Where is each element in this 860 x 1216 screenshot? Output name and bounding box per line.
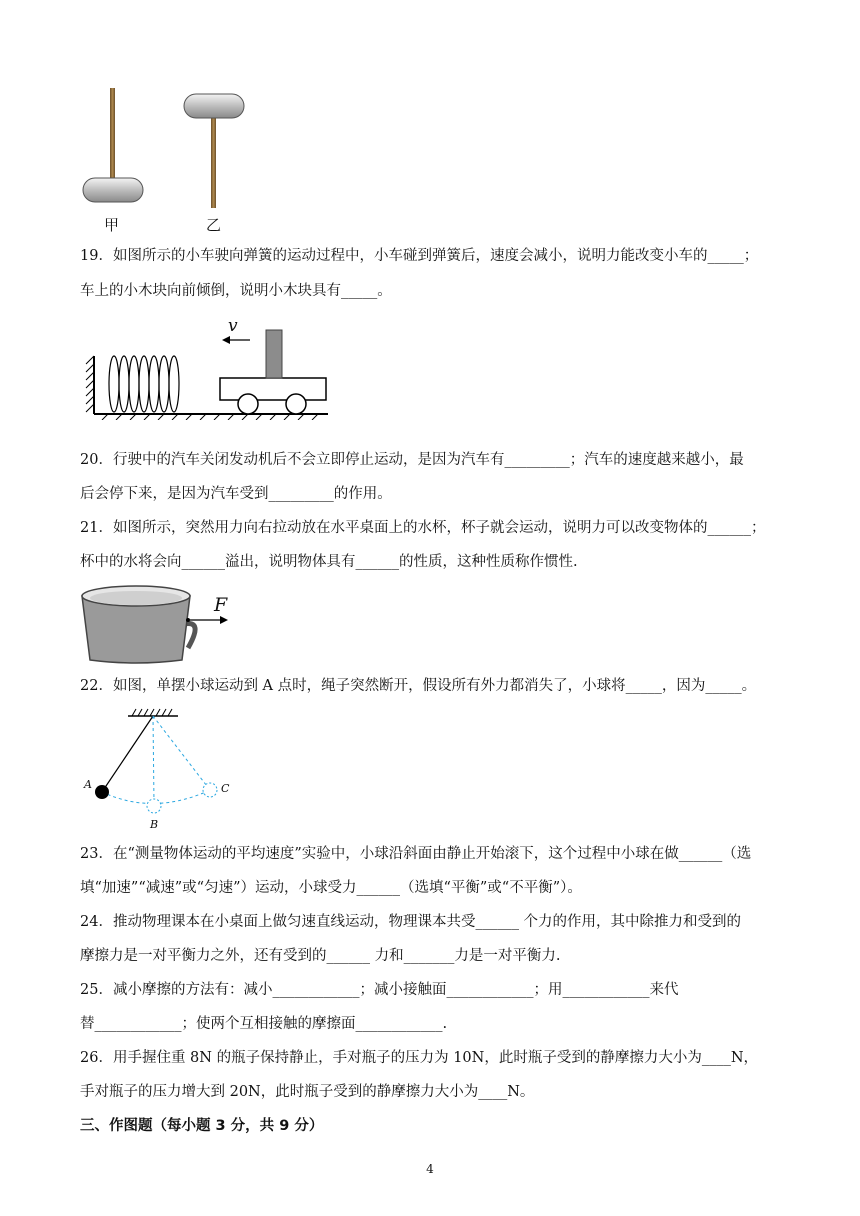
section-heading: 三、作图题（每小题 3 分，共 9 分） — [80, 1118, 324, 1134]
question-20-line-2: 后会停下来，是因为汽车受到_________的作用。 — [80, 486, 392, 502]
question-19-line-1: 19．如图所示的小车驶向弹簧的运动过程中，小车碰到弹簧后，速度会减小，说明力能改变小车的_____； — [80, 248, 759, 264]
pendulum-ball-c — [203, 783, 217, 797]
question-21-line-2: 杯中的水将会向______溢出，说明物体具有______的性质，这种性质称作惯性. — [80, 554, 578, 570]
question-24-line-1: 24．推动物理课本在小桌面上做匀速直线运动，物理课本共受______ 个力的作用，其中除推力和受到的 — [80, 914, 742, 930]
pendulum-ball-a — [95, 785, 109, 799]
question-22-line-1: 22．如图，单摆小球运动到 A 点时，绳子突然断开，假设所有外力都消失了，小球将_____，因为_____。 — [80, 678, 757, 694]
velocity-label: v — [228, 316, 238, 336]
hammer-head-jia — [83, 178, 143, 202]
question-26-line-1: 26．用手握住重 8N 的瓶子保持静止，手对瓶子的压力为 10N，此时瓶子受到的静摩擦力大小为____N， — [80, 1050, 759, 1066]
question-19-line-2: 车上的小木块向前倾倒，说明小木块具有_____。 — [80, 283, 392, 299]
cart-body — [220, 378, 326, 400]
question-24-line-2: 摩擦力是一对平衡力之外，还有受到的______ 力和_______力是一对平衡力. — [80, 948, 561, 964]
question-25-line-1: 25．减小摩擦的方法有：减小____________；减小接触面____________；用____________来代 — [80, 982, 679, 998]
wood-block — [266, 330, 282, 378]
force-label: F — [214, 594, 228, 616]
point-a-label: A — [84, 778, 92, 791]
question-23-line-1: 23．在“测量物体运动的平均速度”实验中，小球沿斜面由静止开始滚下，这个过程中小球在做______（选 — [80, 846, 752, 862]
figure-label-jia: 甲 — [104, 216, 120, 234]
pendulum-figure — [80, 706, 240, 826]
hammer-head-yi — [184, 94, 244, 118]
cart-wheel — [286, 394, 306, 414]
point-c-label: C — [221, 782, 230, 795]
cup-figure — [76, 580, 236, 666]
question-21-line-1: 21．如图所示，突然用力向右拉动放在水平桌面上的水杯，杯子就会运动，说明力可以改变物体的______； — [80, 520, 766, 536]
question-26-line-2: 手对瓶子的压力增大到 20N，此时瓶子受到的静摩擦力大小为____N。 — [80, 1084, 535, 1100]
question-20-line-1: 20．行驶中的汽车关闭发动机后不会立即停止运动，是因为汽车有_________；汽车的速度越来越小，最 — [80, 452, 744, 468]
figure-label-yi: 乙 — [206, 216, 222, 234]
cart-wheel — [238, 394, 258, 414]
pendulum-ball-b — [147, 799, 161, 813]
point-b-label: B — [150, 818, 159, 831]
page-number: 4 — [426, 1162, 434, 1176]
question-23-line-2: 填“加速”“减速”或“匀速”）运动，小球受力______（选填“平衡”或“不平衡”）。 — [80, 880, 582, 896]
cart-spring-figure — [82, 316, 342, 420]
question-25-line-2: 替____________；使两个互相接触的摩擦面____________. — [80, 1016, 448, 1032]
